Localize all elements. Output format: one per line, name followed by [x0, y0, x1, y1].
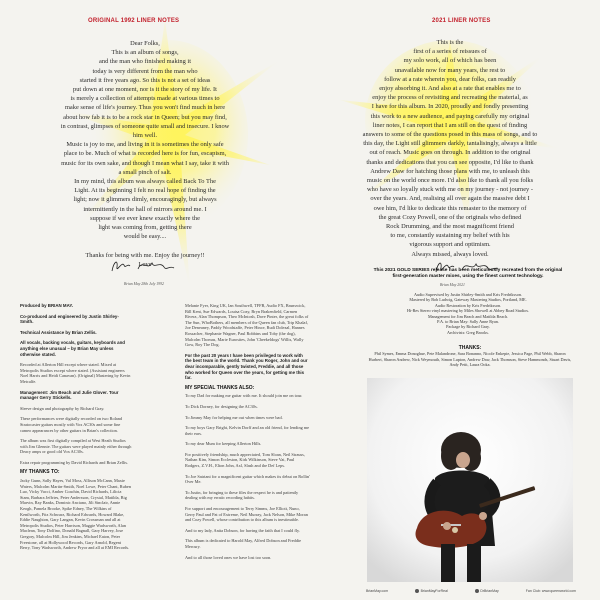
guitars-credit: All vocals, backing vocals, guitars, keyboards and anything else unusual – by Brian May unless otherwise stated. [20, 340, 125, 357]
note-line: I have for this album. In 2020, proudly and fondly presenting [371, 103, 529, 111]
thanks-continued: Melanie Fyer, King UK, Ian Southwell, TFFB, Audio FX, Brunswick, Bill Kent, Sue Edwards, Louisa Cozy, Bryn Brakenfield, Carmen Rivera, Alan Thompson, Theo McIntosh, Dave Pinter, the great folks of The Sun, WhoBothers, all members of the Queen fan club, Trip Khalaf, Joe Deneaney, Paddy Woodstaffe, Peter Hince, Rudi Dolezal, Hannes Rossacher, Stephanie Wagner, Paul Robbins and Toby (the dog), Malcolm Thomas, Marie Eurosites, John 'Cheekeldogs' Willis, Wally Gow, Roy The Dog. [185, 303, 309, 348]
special-thanks-item: For support and encouragement to Terry Simms, Joe Elliott, Nuno, Gerry Paul and Pat of Extreme, Neil Murray, Jack Nelson, Mike Moran and Cozy Powell, whose contribution to this album is inestimable. [185, 506, 308, 523]
signature-date-1992: Brian May 28th July 1992 [124, 282, 164, 286]
thanks-2021-heading: THANKS: [458, 345, 482, 351]
credit-line: P.A. to Brian May: Sally Anne Ryan. [437, 319, 499, 325]
special-thanks-item: For positively friendship, much appreciated, Tom Sloan, Neil Strauss, Nathan Kim, Simon Eccleston, Kirk Wilkinson, Steve Vai, Paul Rodgers, Z.V.H., Elton John, Axl, Slash and the Def Leps. [185, 451, 305, 469]
note-line: This is an album of songs, [111, 49, 179, 57]
note-line: a small pinch of salt. [118, 168, 172, 176]
footer-links [366, 587, 576, 595]
note-line: answers to some of the questions posed in this mass of songs, and to [362, 131, 538, 139]
note-line: In my mind, this album was always called Back To The [74, 178, 216, 186]
credit-line: Hi-Res Stereo vinyl mastering by Miles Showell at Abbey Road Studios. [406, 308, 529, 314]
note-line: suppose if we ever knew exactly where the [90, 214, 200, 222]
note-line: Thanks for being with me. Enjoy the journey!! [85, 251, 205, 259]
notes-2021-heading: 2021 LINER NOTES [432, 18, 491, 24]
credit-line: Management for Jim Beach and Matilda Beach. [427, 313, 509, 319]
note-line: Love [138, 260, 152, 268]
note-line: Music is joy to me, and living in it is sometimes the only safe [66, 141, 224, 149]
team-thanks: For the past 20 years I have been privileged to work with the best team in the world. Thank you Roger, John and our dear incomparable, gently twisted, Freddie, and all those who worked for Queen over the years, for getting me this far. [185, 352, 308, 381]
special-thanks-heading: MY SPECIAL THANKS ALSO: [185, 384, 255, 391]
original-notes-body [20, 39, 270, 269]
special-thanks-item: To my Dad for making me guitar with me. It should join me on tour. [185, 393, 303, 399]
note-line: music on the world once more. I'd also like to thank all you folks [366, 177, 534, 185]
thanks-body: Jacky Gunn, Sally Hayes, Val Moss, Allison McCann, Maxie Waters, Malcolm Martin-Smith, Noel Lowe, Peter Chant, Ruben Luo, Vicky Vacci, Amber Coachin, David Richards, Lilicia Stam, Barbara Jeffries, Peter Andersson, Crystal, Matilda, Big Marvin, Ray Banks, Dominic Anciano, Jili Sinclair, Annie Keogh, Pamela Brooke, Spike Edney, The Wilkins of Kenilworth, Fitz Schwarz, Richard Edwards, Howard Blake, Eddie Naughton, Gary Langan, Kevin Crossman and all at Metropolis Studios, Peter Harrison, Maggie Wadsworth, Alan Maclean, Tony Dolfino, Donald Bagnall, Gary Harvey, Jose Gregory, Malcolm Hill, Jim Jenkins, Michael Eaton, Peter Freestone, all at Hollywood Records, Gary Arnold, Regent Berry, Tony Wadsworth, Andrew Pryor and all at EMI Records. [20, 478, 131, 551]
thanks-2021-body: Phil Symes, Emma Donoghue, Pete Malandrone, Sara Bonanno, Nicole Enkepie, Jessica Page, Phil Webb, Sharon Hurbert, Sharon Andrew, Nick Weymouth, Simon Lupton, Andrew Daw, Jack Thomson, Steve Hammonds, Stuart Davis, Andy Petit, Laura Ooka. [368, 351, 572, 368]
liner-notes-2021-panel [300, 0, 600, 303]
management-credit: Management: Jim Beach and Julie Glover. Tour manager Gerry Stickells. [20, 389, 119, 401]
note-line: light; now it glimmers dimly, encouragingly, but always [73, 196, 217, 204]
note-line: this day, the Light still glimmers darkly, tantalisingly, always a little [363, 140, 537, 148]
thanks-2021 [368, 346, 572, 368]
note-line [20, 241, 270, 250]
note-line: Light. At its beginning I felt no real hope of finding the [74, 187, 216, 195]
note-line: started it five years ago. So this is not a set of ideas [79, 76, 211, 84]
note-line: who have so loyally stuck with me on my journey - not journey - [367, 186, 533, 194]
note-line: music for its own sake, and though I mean what I say, take it with [61, 159, 229, 167]
special-thanks-list [185, 393, 310, 560]
note-line: about how fab it is to be a rock star in Queen; but you may find, [63, 113, 227, 121]
performances-credit: These performances were digitally recorded on two Roland Stratocaster guitars mostly with Vox AC30s and some fine cameo appearances by other guitars in Brian's collection. [20, 416, 123, 433]
special-thanks-item: To my boys Gary Bright, Kelvin Dorff and an old friend, for lending me their ears. [185, 425, 310, 436]
website-link[interactable]: BrianMay.com [366, 589, 389, 593]
fan-club-link[interactable]: Fan Club: www.queenworld.com [525, 589, 576, 593]
coproduced-credit: Co-produced and engineered by Justin Shirley-Smith. [20, 313, 119, 325]
credits-column-2 [185, 303, 310, 565]
special-thanks-item: To my dear Mum for keeping Allerton Hills. [185, 441, 262, 447]
original-liner-notes-panel [0, 0, 300, 300]
note-line: would be easy.... [123, 233, 167, 241]
twitter-handle[interactable]: DrBrianMay [475, 589, 499, 593]
note-line: in contrast, glimpses of someone quite small and insecure. I know [60, 122, 230, 130]
credit-line: Mastered by Bob Ludwig, Gateway Mastering Studios, Portland, ME. [409, 297, 527, 303]
note-line: this work to a new audience, and paying carefully my original [370, 112, 530, 120]
facebook-handle[interactable]: BrianMayForReal [415, 589, 448, 593]
note-line: first of a series of reissues of [413, 48, 487, 56]
note-line: today is very different from the man who [92, 67, 198, 75]
note-line: enjoy absorbing it. And also at a rate that enables me to [379, 85, 521, 93]
note-line: the great Cozy Powell, one of the originals who defined [378, 213, 522, 221]
guitarist-photo [367, 378, 573, 582]
album-credit: The album was first digitally compiled at West Heath Studios with Jim Glennie. The guitars were played mainly either through Deacy amps or good old Vox AC30s. [20, 438, 132, 455]
note-line: to me, constantly sustaining my belief with his [390, 232, 510, 240]
note-line: follow at a rate wherein you, dear folks, can readily [384, 75, 516, 83]
note-line: over the years. And, realising all over again the massive debt I [370, 195, 530, 203]
note-line: is merely a collection of attempts made at various times to [70, 95, 220, 103]
special-thanks-item: To Joe Satriani for a magnificent guitar which makes its debut on Rollin' Over Me. [185, 473, 310, 485]
special-thanks-item: To Dick Dorney, for designing the AC30s. [185, 403, 258, 409]
special-thanks-item: This album is dedicated to Harold May, Alfred Dobson and Freddie Mercury. [185, 538, 302, 549]
note-line: and the man who finished making it [99, 58, 191, 66]
special-thanks-item: And to my lady, Anita Dobson, for having the faith that I could fly. [185, 527, 300, 533]
signature-date-2021: Brian May 2021 [440, 283, 465, 287]
note-line: vigorous support and optimism. [409, 241, 491, 249]
technical-credit: Technical Assistance by Brian Zellis. [20, 329, 97, 335]
credit-line: Archivists: Greg Brooks. [447, 329, 489, 335]
note-line: Dear Folks, [130, 40, 160, 47]
note-line: thanks and dedications that you can see opposite, I'd like to thank [366, 158, 534, 166]
design-credit: Sleeve design and photography by Richard Gray. [20, 405, 105, 411]
note-line: my solo work, all of which has been [403, 57, 497, 65]
note-line: liner notes, I can report that I am still on the quest of finding [372, 121, 528, 129]
signature-1992 [108, 257, 178, 277]
footnote-credit: Extra repair programming by David Richards and Brian Zellis. [20, 459, 128, 465]
note-line: owe him, I'd like to dedicate this remaster to the memory of [373, 204, 527, 212]
note-line: enjoy the process of revisiting and recreating the material, as [372, 94, 528, 102]
credit-line: Audio Restoration by Kris Fredriksson. [434, 302, 502, 308]
note-line: Rock Drumming, and the most magnificent friend [386, 223, 514, 231]
note-line: This is the [436, 39, 464, 46]
gold-series-credits [368, 292, 568, 335]
credits-column-1 [20, 303, 132, 556]
credit-line: Package by Richard Gray. [446, 324, 490, 330]
facebook-icon [415, 589, 419, 593]
produced-credit: Produced by BRIAN MAY. [20, 303, 74, 308]
note-line: light was coming from, getting there [98, 224, 192, 232]
note-line: Always missed, always loved. [411, 250, 489, 258]
note-line: place to be. Much of what is recorded here is for fun, escapism, [63, 150, 227, 158]
special-thanks-item: To Jimmy May for helping me out when times were bad. [185, 414, 283, 420]
thanks-heading: MY THANKS TO: [20, 469, 60, 476]
special-thanks-item: To Justin, for bringing to these files the respect he is and patiently dealing with my erratic recording habits. [185, 489, 299, 501]
guitarist-illustration [367, 378, 573, 582]
notes-2021-body [315, 38, 585, 259]
note-line: put down at one moment, nor is it the story of my life. It [73, 86, 217, 94]
note-line: Andrew Daw for hatching those plans with me, to unleash this [370, 167, 530, 175]
credit-line: Audio Supervised by Justin Shirley-Smith and Kris Fredriksson. [414, 292, 522, 297]
note-line: make sense of life's journey. Thus you won't find much in here [64, 104, 226, 112]
recorded-credit: Recorded at Allerton Hill except where stated. Mixed at Metropolis Studios except where stated. (Assistant engineers Noel Harris and Heidi Canavan). (Original) Mastering by Kevin Metcalfe. [20, 362, 131, 384]
special-thanks-item: And to all those loved ones we have lost too soon. [185, 554, 272, 560]
note-line: him well. [132, 132, 158, 140]
note-line: intermittently in the hall of mirrors around me. I [83, 205, 207, 213]
note-line: out of reach. Music goes on through. In addition to the original [369, 149, 531, 157]
note-line: unavailable now for many years, the rest to [394, 66, 506, 74]
gold-series-title: This 2021 GOLD SERIES release has been meticulously recreated from the original first-generation master mixes, using the finest current technology. [373, 268, 563, 279]
twitter-icon [475, 589, 479, 593]
original-notes-heading: ORIGINAL 1992 LINER NOTES [88, 18, 180, 24]
